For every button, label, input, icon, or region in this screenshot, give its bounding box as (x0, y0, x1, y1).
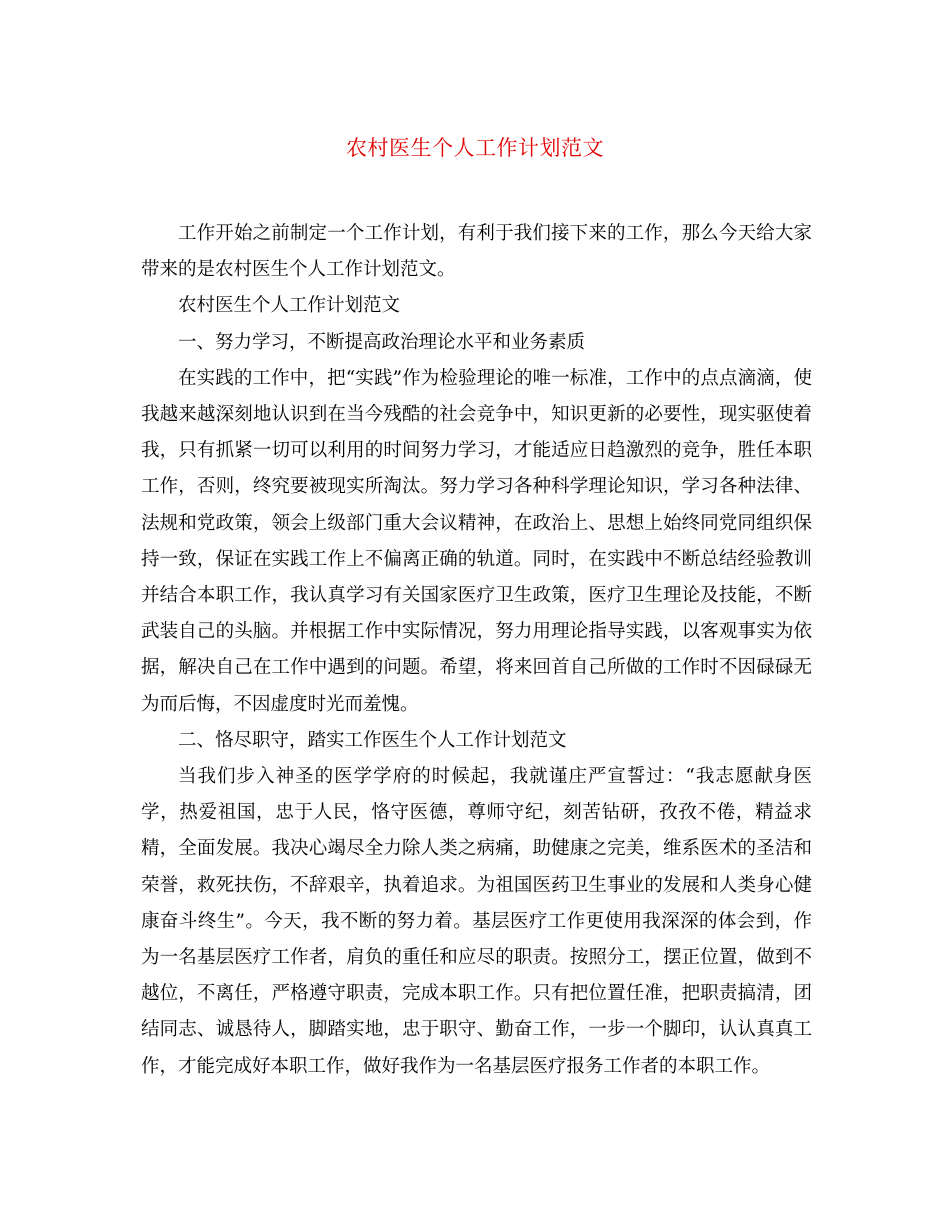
subtitle-paragraph: 农村医生个人工作计划范文 (178, 295, 401, 317)
section-heading-1: 一、努力学习，不断提高政治理论水平和业务素质 (178, 331, 586, 353)
document-body (141, 216, 812, 1085)
intro-paragraph: 工作开始之前制定一个工作计划，有利于我们接下来的工作，那么今天给大家带来的是农村医生个人工作计划范文。 (141, 223, 812, 281)
body-paragraph-2: 当我们步入神圣的医学学府的时候起，我就谨庄严宣誓过：“我志愿献身医学，热爱祖国，忠于人民，恪守医德，尊师守纪，刻苦钻研，孜孜不倦，精益求精，全面发展。我决心竭尽全力除人类之病痛，助健康之完美，维系医术的圣洁和荣誉，救死扶伤，不辞艰辛，执着追求。为祖国医药卫生事业的发展和人类身心健康奋斗终生”。今天，我不断的努力着。基层医疗工作更使用我深深的体会到，作为一名基层医疗工作者，肩负的重任和应尽的职责。按照分工，摆正位置，做到不越位，不离任，严格遵守职责，完成本职工作。只有把位置任准，把职责搞清，团结同志、诚恳待人，脚踏实地，忠于职守、勤奋工作，一步一个脚印，认认真真工作，才能完成好本职工作，做好我作为一名基层医疗报务工作者的本职工作。 (141, 766, 812, 1077)
section-heading-2: 二、恪尽职守，踏实工作医生个人工作计划范文 (178, 729, 567, 751)
document-title: 农村医生个人工作计划范文 (346, 136, 604, 160)
body-paragraph-1: 在实践的工作中，把“实践”作为检验理论的唯一标准，工作中的点点滴滴，使我越来越深刻地认识到在当今残酷的社会竞争中，知识更新的必要性，现实驱使着我，只有抓紧一切可以利用的时间努力学习，才能适应日趋激烈的竞争，胜任本职工作，否则，终究要被现实所淘汰。努力学习各种科学理论知识，学习各种法律、法规和党政策，领会上级部门重大会议精神，在政治上、思想上始终同党同组织保持一致，保证在实践工作上不偏离正确的轨道。同时，在实践中不断总结经验教训并结合本职工作，我认真学习有关国家医疗卫生政策，医疗卫生理论及技能，不断武装自己的头脑。并根据工作中实际情况，努力用理论指导实践，以客观事实为依据，解决自己在工作中遇到的问题。希望，将来回首自己所做的工作时不因碌碌无为而后悔，不因虚度时光而羞愧。 (141, 367, 812, 715)
